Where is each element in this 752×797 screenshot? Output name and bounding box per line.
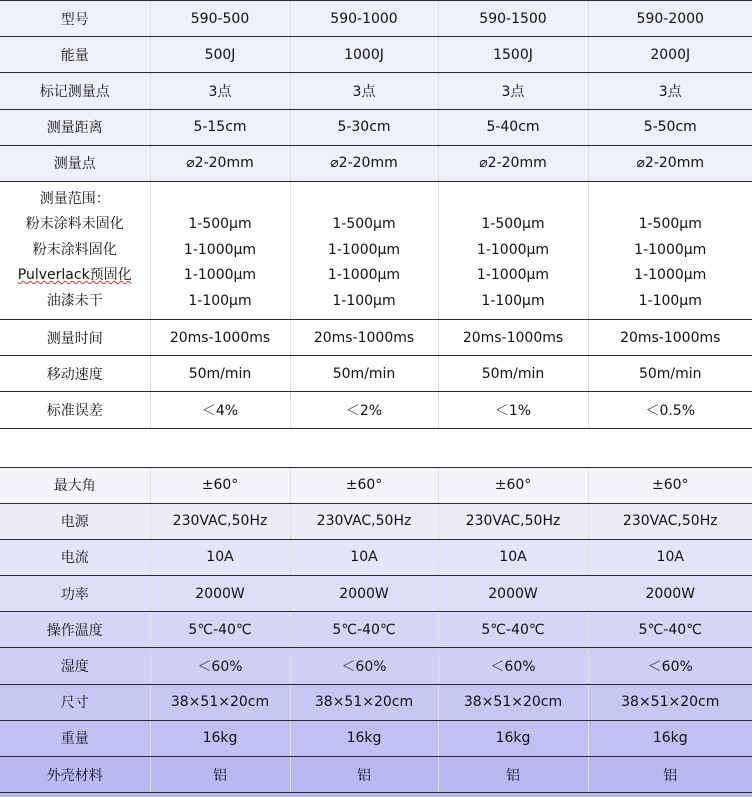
- range-item-value: 1-1000μm: [151, 238, 290, 264]
- cell-value: ⌀2-20mm: [290, 145, 438, 181]
- cell-value: ＜60%: [150, 648, 290, 684]
- range-item-value: 1-1000μm: [439, 238, 588, 264]
- cell-value: ±60°: [438, 467, 588, 503]
- cell-value: 1500J: [438, 37, 588, 73]
- cell-value: 230VAC,50Hz: [150, 503, 290, 539]
- cell-value: ±60°: [290, 467, 438, 503]
- cell-value: 3点: [150, 73, 290, 109]
- row-label: 电源: [0, 503, 150, 539]
- cell-value: 38×51×20cm: [438, 684, 588, 720]
- cell-value: 500J: [150, 37, 290, 73]
- range-item-value: 1-1000μm: [439, 263, 588, 289]
- cell-value: 5℃-40℃: [588, 612, 752, 648]
- cell-value: ±60°: [150, 467, 290, 503]
- table-row: [0, 503, 752, 539]
- row-label: 外壳材料: [0, 757, 150, 793]
- table-row: [0, 356, 752, 392]
- range-values: [150, 181, 290, 319]
- table-row: [0, 145, 752, 181]
- cell-value: 2000W: [290, 576, 438, 612]
- table-bottom-border: [0, 793, 752, 797]
- cell-value: 5-30cm: [290, 109, 438, 145]
- range-item-value: 1-1000μm: [291, 238, 438, 264]
- bottom-border-cell: [0, 793, 752, 797]
- cell-value: ⌀2-20mm: [150, 145, 290, 181]
- cell-value: 3点: [290, 73, 438, 109]
- table-row: [0, 576, 752, 612]
- cell-value: 5℃-40℃: [150, 612, 290, 648]
- range-title: 测量范围：: [0, 187, 150, 213]
- cell-value: 10A: [438, 539, 588, 575]
- table-row: [0, 392, 752, 428]
- row-label: 移动速度: [0, 356, 150, 392]
- row-label: 电流: [0, 539, 150, 575]
- cell-value: ＜60%: [588, 648, 752, 684]
- cell-value: 16kg: [150, 720, 290, 756]
- range-item-value: 1-500μm: [291, 212, 438, 238]
- range-item-value: 1-1000μm: [151, 263, 290, 289]
- cell-value: ＜0.5%: [588, 392, 752, 428]
- cell-value: 2000W: [588, 576, 752, 612]
- range-labels: [0, 181, 150, 319]
- cell-value: 590-2000: [588, 1, 752, 37]
- cell-value: 20ms-1000ms: [150, 319, 290, 355]
- table-row: [0, 73, 752, 109]
- cell-value: ＜1%: [438, 392, 588, 428]
- range-item-value: 1-1000μm: [589, 238, 752, 264]
- table-row: [0, 1, 752, 37]
- cell-value: 3点: [588, 73, 752, 109]
- spacer: [291, 187, 438, 213]
- cell-value: 5-50cm: [588, 109, 752, 145]
- table-row: [0, 648, 752, 684]
- cell-value: 590-500: [150, 1, 290, 37]
- cell-value: 50m/min: [588, 356, 752, 392]
- cell-value: ＜60%: [290, 648, 438, 684]
- table-row: [0, 37, 752, 73]
- range-item-value: 1-500μm: [589, 212, 752, 238]
- table-row: [0, 539, 752, 575]
- cell-value: ＜60%: [438, 648, 588, 684]
- row-label: 标记测量点: [0, 73, 150, 109]
- cell-value: 590-1000: [290, 1, 438, 37]
- cell-value: 590-1500: [438, 1, 588, 37]
- range-item-label: Pulverlack预固化: [0, 263, 150, 289]
- cell-value: 铝: [588, 757, 752, 793]
- cell-value: 2000J: [588, 37, 752, 73]
- range-item-label: 粉末涂料未固化: [0, 212, 150, 238]
- row-label: 测量点: [0, 145, 150, 181]
- row-label: 最大角: [0, 467, 150, 503]
- range-item-label: 油漆未干: [0, 289, 150, 315]
- cell-value: 5-15cm: [150, 109, 290, 145]
- cell-value: 5-40cm: [438, 109, 588, 145]
- cell-value: 230VAC,50Hz: [290, 503, 438, 539]
- table-row: [0, 720, 752, 756]
- cell-value: 20ms-1000ms: [290, 319, 438, 355]
- spacer: [589, 187, 752, 213]
- section-gap: [0, 428, 752, 467]
- cell-value: ±60°: [588, 467, 752, 503]
- row-label: 操作温度: [0, 612, 150, 648]
- cell-value: 230VAC,50Hz: [588, 503, 752, 539]
- range-values: [290, 181, 438, 319]
- range-item-value: 1-100μm: [151, 289, 290, 315]
- row-label: 重量: [0, 720, 150, 756]
- cell-value: 5℃-40℃: [438, 612, 588, 648]
- cell-value: 38×51×20cm: [588, 684, 752, 720]
- cell-value: ⌀2-20mm: [438, 145, 588, 181]
- range-item-value: 1-100μm: [589, 289, 752, 315]
- row-label: 型号: [0, 1, 150, 37]
- cell-value: 16kg: [588, 720, 752, 756]
- row-label: 湿度: [0, 648, 150, 684]
- cell-value: 230VAC,50Hz: [438, 503, 588, 539]
- cell-value: 2000W: [438, 576, 588, 612]
- row-label: 测量时间: [0, 319, 150, 355]
- range-item-label: 粉末涂料固化: [0, 238, 150, 264]
- range-item-value: 1-500μm: [151, 212, 290, 238]
- range-item-value: 1-1000μm: [589, 263, 752, 289]
- table-row: [0, 319, 752, 355]
- cell-value: 20ms-1000ms: [588, 319, 752, 355]
- cell-value: ⌀2-20mm: [588, 145, 752, 181]
- cell-value: 2000W: [150, 576, 290, 612]
- cell-value: ＜4%: [150, 392, 290, 428]
- cell-value: 1000J: [290, 37, 438, 73]
- range-item-value: 1-100μm: [439, 289, 588, 315]
- cell-value: 38×51×20cm: [290, 684, 438, 720]
- row-label: 尺寸: [0, 684, 150, 720]
- range-values: [588, 181, 752, 319]
- cell-value: 50m/min: [290, 356, 438, 392]
- spacer: [151, 187, 290, 213]
- row-label: 测量距离: [0, 109, 150, 145]
- range-values: [438, 181, 588, 319]
- cell-value: 20ms-1000ms: [438, 319, 588, 355]
- cell-value: 铝: [290, 757, 438, 793]
- cell-value: 10A: [150, 539, 290, 575]
- spacer: [439, 187, 588, 213]
- cell-value: 铝: [438, 757, 588, 793]
- row-label: 能量: [0, 37, 150, 73]
- table-row: [0, 684, 752, 720]
- row-label: 标准误差: [0, 392, 150, 428]
- cell-value: 铝: [150, 757, 290, 793]
- cell-value: ＜2%: [290, 392, 438, 428]
- cell-value: 5℃-40℃: [290, 612, 438, 648]
- table-row: [0, 612, 752, 648]
- cell-value: 38×51×20cm: [150, 684, 290, 720]
- range-item-value: 1-100μm: [291, 289, 438, 315]
- measure-range-row: [0, 181, 752, 319]
- range-item-value: 1-500μm: [439, 212, 588, 238]
- row-label: 功率: [0, 576, 150, 612]
- range-item-value: 1-1000μm: [291, 263, 438, 289]
- table-row: [0, 467, 752, 503]
- gap-cell: [0, 428, 752, 467]
- cell-value: 50m/min: [438, 356, 588, 392]
- cell-value: 10A: [588, 539, 752, 575]
- spec-table-body: [0, 1, 752, 797]
- cell-value: 3点: [438, 73, 588, 109]
- table-row: [0, 757, 752, 793]
- table-row: [0, 109, 752, 145]
- cell-value: 16kg: [438, 720, 588, 756]
- cell-value: 10A: [290, 539, 438, 575]
- cell-value: 50m/min: [150, 356, 290, 392]
- cell-value: 16kg: [290, 720, 438, 756]
